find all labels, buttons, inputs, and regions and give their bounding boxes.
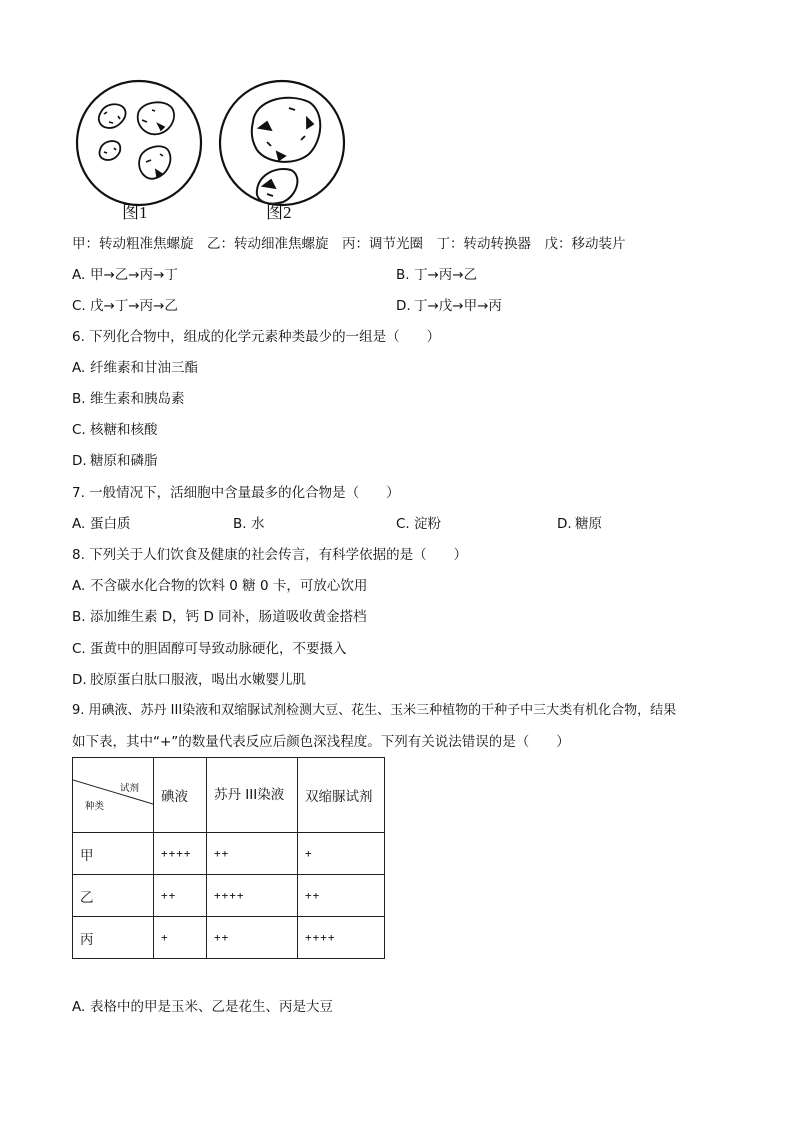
- cell-value: +: [298, 833, 385, 875]
- operation-legend: 甲：转动粗准焦螺旋 乙：转动细准焦螺旋 丙：调节光圈 丁：转动转换器 戊：移动装片: [72, 236, 626, 252]
- q8-option-a[interactable]: A. 不含碳水化合物的饮料 0 糖 0 卡，可放心饮用: [72, 578, 368, 594]
- cell-value: ++: [207, 917, 298, 959]
- header-iodine: 碘液: [154, 758, 207, 833]
- diagonal-line-icon: [73, 758, 153, 832]
- q6-stem: 6. 下列化合物中，组成的化学元素种类最少的一组是（ ）: [72, 329, 441, 345]
- cell-value: ++++: [207, 875, 298, 917]
- microscope-view-2-icon: [217, 78, 347, 208]
- q6-option-c[interactable]: C. 核糖和核酸: [72, 422, 158, 438]
- figure-2: [217, 78, 347, 212]
- q5-option-d[interactable]: D. 丁→戊→甲→丙: [396, 298, 502, 314]
- q7-option-b[interactable]: B. 水: [233, 516, 265, 532]
- q9-stem-line-1: 9. 用碘液、苏丹 III染液和双缩脲试剂检测大豆、花生、玉米三种植物的干种子中三大类有机化合物，结果: [72, 703, 677, 718]
- row-name-bing: 丙: [73, 917, 154, 959]
- corner-reagent-label: 试剂: [119, 783, 139, 794]
- q9-option-a[interactable]: A. 表格中的甲是玉米、乙是花生、丙是大豆: [72, 999, 333, 1015]
- q6-option-b[interactable]: B. 维生素和胰岛素: [72, 391, 185, 407]
- q8-option-d[interactable]: D. 胶原蛋白肽口服液，喝出水嫩婴儿肌: [72, 672, 306, 688]
- cell-value: +: [154, 917, 207, 959]
- row-name-yi: 乙: [73, 875, 154, 917]
- q6-option-d[interactable]: D. 糖原和磷脂: [72, 453, 158, 469]
- table-row: [73, 833, 385, 875]
- figure-1-label: 图1: [122, 203, 148, 222]
- corner-type-label: 种类: [85, 801, 105, 812]
- q6-option-a[interactable]: A. 纤维素和甘油三酯: [72, 360, 198, 376]
- reagent-results-table: [72, 757, 385, 959]
- table-row: [73, 917, 385, 959]
- table-row: [73, 875, 385, 917]
- cell-value: ++: [207, 833, 298, 875]
- cell-value: ++: [154, 875, 207, 917]
- q7-option-c[interactable]: C. 淀粉: [396, 516, 441, 532]
- cell-value: ++++: [154, 833, 207, 875]
- q8-option-c[interactable]: C. 蛋黄中的胆固醇可导致动脉硬化，不要摄入: [72, 641, 347, 657]
- table-header-row: [73, 758, 385, 833]
- cell-value: ++: [298, 875, 385, 917]
- q7-option-a[interactable]: A. 蛋白质: [72, 516, 131, 532]
- q7-option-d[interactable]: D. 糖原: [557, 516, 602, 532]
- q5-option-b[interactable]: B. 丁→丙→乙: [396, 267, 478, 283]
- figure-2-label: 图2: [266, 203, 292, 222]
- q9-stem-line-2: 如下表，其中“+”的数量代表反应后颜色深浅程度。下列有关说法错误的是（ ）: [72, 734, 570, 750]
- q5-option-a[interactable]: A. 甲→乙→丙→丁: [72, 267, 178, 283]
- q8-stem: 8. 下列关于人们饮食及健康的社会传言，有科学依据的是（ ）: [72, 547, 468, 563]
- cell-value: ++++: [298, 917, 385, 959]
- q5-option-c[interactable]: C. 戊→丁→丙→乙: [72, 298, 178, 314]
- microscope-view-1-icon: [74, 78, 204, 208]
- table-corner-cell: [73, 758, 154, 833]
- figure-1: [74, 78, 204, 212]
- q8-option-b[interactable]: B. 添加维生素 D，钙 D 同补，肠道吸收黄金搭档: [72, 609, 367, 625]
- header-sudan: 苏丹 III染液: [207, 758, 298, 833]
- q7-stem: 7. 一般情况下，活细胞中含量最多的化合物是（ ）: [72, 485, 400, 501]
- row-name-jia: 甲: [73, 833, 154, 875]
- header-biuret: 双缩脲试剂: [298, 758, 385, 833]
